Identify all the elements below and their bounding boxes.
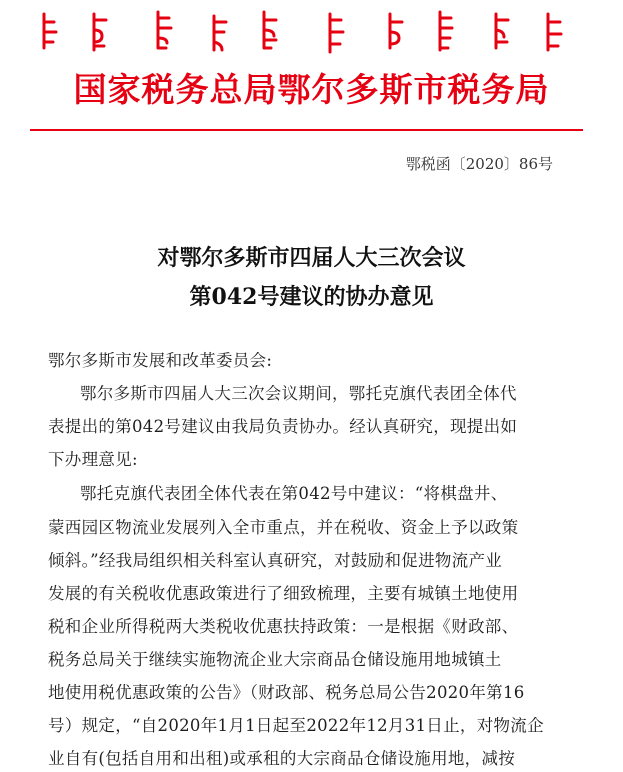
mongolian-word-10 bbox=[548, 14, 561, 50]
body-line-9: 税务总局关于继续实施物流企业大宗商品仓储设施用地城镇土 bbox=[48, 650, 502, 669]
mongolian-word-9 bbox=[496, 14, 508, 48]
red-header-rule bbox=[30, 129, 583, 131]
body-line-5: 蒙西园区物流业发展列入全市重点，并在税收、资金上予以政策 bbox=[48, 518, 519, 537]
body-line-6: 倾斜。”经我局组织相关科室认真研究，对鼓励和促进物流产业 bbox=[48, 551, 503, 570]
body-line-4: 鄂托克旗代表团全体代表在第042号中建议：“将棋盘井、 bbox=[80, 484, 508, 503]
mongolian-word-8 bbox=[440, 12, 452, 50]
body-line-1: 鄂尔多斯市四届人大三次会议期间，鄂托克旗代表团全体代 bbox=[80, 384, 517, 403]
issuing-authority-name: 国家税务总局鄂尔多斯市税务局 bbox=[73, 70, 550, 109]
body-line-8: 税和企业所得税两大类税收优惠扶持政策：一是根据《财政部、 bbox=[48, 617, 519, 636]
mongolian-word-5 bbox=[264, 12, 276, 48]
document-title-line-2: 第042号建议的协办意见 bbox=[189, 284, 434, 310]
body-line-7: 发展的有关税收优惠政策进行了细致梳理，主要有城镇土地使用 bbox=[48, 584, 519, 603]
mongolian-word-6 bbox=[330, 14, 343, 52]
document-title-line-1: 对鄂尔多斯市四届人大三次会议 bbox=[157, 245, 466, 271]
body-line-11: 号）规定，“自2020年1月1日起至2022年12月31日止，对物流企 bbox=[48, 716, 544, 735]
body-line-12: 业自有(包括自用和出租)或承租的大宗商品仓储设施用地，减按 bbox=[48, 749, 516, 768]
body-line-2: 表提出的第042号建议由我局负责协办。经认真研究，现提出如 bbox=[48, 417, 518, 436]
mongolian-word-2 bbox=[94, 14, 106, 50]
mongolian-script-header bbox=[38, 8, 586, 56]
salutation: 鄂尔多斯市发展和改革委员会: bbox=[48, 351, 273, 370]
mongolian-word-4 bbox=[214, 16, 226, 50]
mongolian-word-3 bbox=[158, 12, 171, 48]
body-line-3: 下办理意见: bbox=[48, 450, 138, 469]
document-number: 鄂税函〔2020〕86号 bbox=[405, 155, 553, 173]
mongolian-word-7 bbox=[390, 14, 402, 48]
body-line-10: 地使用税优惠政策的公告》（财政部、税务总局公告2020年第16 bbox=[48, 683, 525, 702]
mongolian-word-1 bbox=[44, 14, 56, 48]
